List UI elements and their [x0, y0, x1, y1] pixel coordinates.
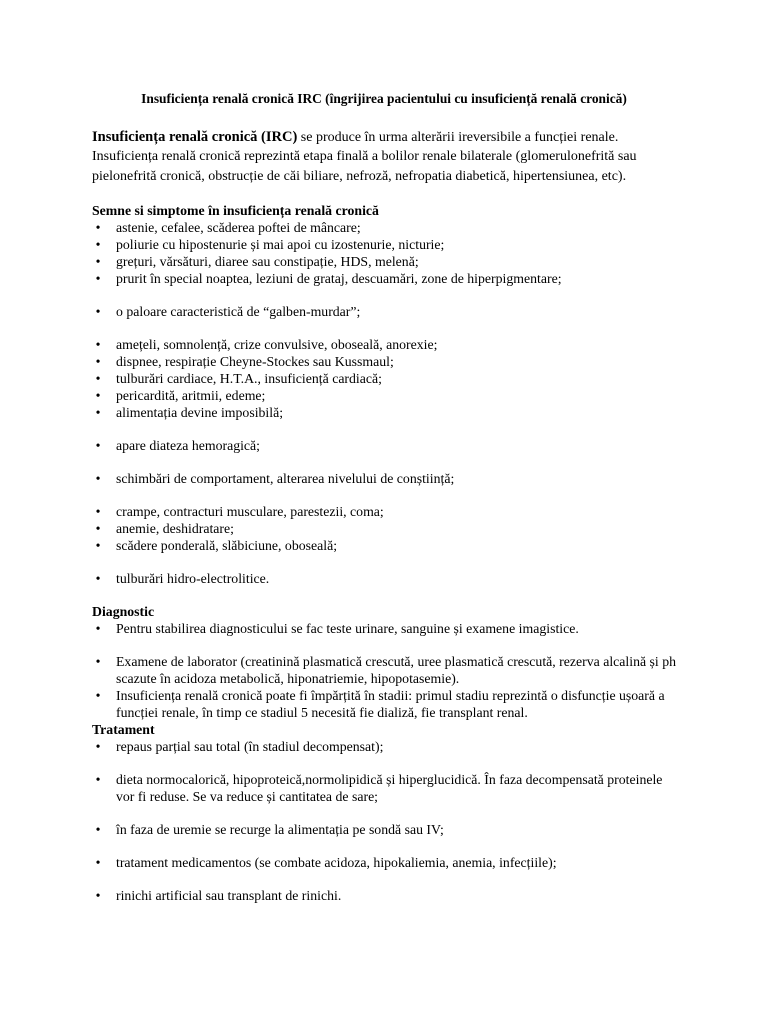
- bullet-icon: •: [95, 304, 101, 320]
- bullet-icon: •: [95, 254, 101, 270]
- treatment-heading: Tratament: [92, 722, 155, 738]
- bullet-icon: •: [95, 405, 101, 421]
- list-item: • tulburări hidro-electrolitice.: [92, 570, 676, 587]
- bullet-icon: •: [95, 654, 101, 670]
- bullet-icon: •: [95, 337, 101, 353]
- bullet-icon: •: [95, 538, 101, 554]
- bullet-icon: •: [95, 521, 101, 537]
- list-item: • apare diateza hemoragică;: [92, 437, 676, 454]
- symptoms-list-2: [92, 303, 676, 320]
- bullet-icon: •: [95, 371, 101, 387]
- treatment-list-4: [92, 854, 676, 871]
- list-item: • repaus parțial sau total (în stadiul decompensat);: [92, 738, 676, 755]
- symptoms-heading: Semne si simptome în insuficiența renală cronică: [92, 203, 379, 219]
- treatment-list-1: [92, 738, 676, 755]
- intro-text: se produce în urma alterării ireversibile a funcției renale. Insuficiența renală cronică reprezintă etapa finală a bolilor renale bilaterale (glomerulonefrită sau pielonefrită cronică, obstrucție de căi biliare, nefroză, nefropatia diabetică, hipertensiunea, etc).: [92, 130, 637, 184]
- diagnostic-list-2: [92, 653, 676, 721]
- bullet-icon: •: [95, 388, 101, 404]
- list-item: • anemie, deshidratare;: [92, 520, 676, 537]
- list-item: • astenie, cefalee, scăderea poftei de mâncare;: [92, 219, 676, 236]
- symptoms-list-5: [92, 470, 676, 487]
- list-item: • grețuri, vărsături, diaree sau constipație, HDS, melenă;: [92, 253, 676, 270]
- bullet-icon: •: [95, 220, 101, 236]
- treatment-list-3: [92, 821, 676, 838]
- bullet-icon: •: [95, 504, 101, 520]
- list-item: • amețeli, somnolență, crize convulsive, oboseală, anorexie;: [92, 336, 676, 353]
- bullet-icon: •: [95, 888, 101, 904]
- list-item: • alimentația devine imposibilă;: [92, 404, 676, 421]
- bullet-icon: •: [95, 237, 101, 253]
- list-item: • pericardită, aritmii, edeme;: [92, 387, 676, 404]
- symptoms-list-1: [92, 219, 676, 287]
- bullet-icon: •: [95, 438, 101, 454]
- treatment-list-5: [92, 887, 676, 904]
- list-item: • crampe, contracturi musculare, parestezii, coma;: [92, 503, 676, 520]
- bullet-icon: •: [95, 822, 101, 838]
- bullet-icon: •: [95, 571, 101, 587]
- symptoms-list-4: [92, 437, 676, 454]
- list-item: • Insuficiența renală cronică poate fi împărțită în stadii: primul stadiu reprezintă o disfuncție ușoară a funcției renale, în timp ce stadiul 5 necesită fie dializă, fie transplant renal.: [92, 687, 676, 721]
- list-item: • tulburări cardiace, H.T.A., insuficiență cardiacă;: [92, 370, 676, 387]
- list-item: • Pentru stabilirea diagnosticului se fac teste urinare, sanguine și examene imagistice.: [92, 620, 676, 637]
- list-item: • Examene de laborator (creatinină plasmatică crescută, uree plasmatică crescută, rezerva alcalină și ph scazute în acidoza metabolică, hiponatriemie, hipopotasemie).: [92, 653, 676, 687]
- symptoms-list-6: [92, 503, 676, 554]
- bullet-icon: •: [95, 688, 101, 704]
- list-item: • o paloare caracteristică de “galben-murdar”;: [92, 303, 676, 320]
- list-item: • rinichi artificial sau transplant de rinichi.: [92, 887, 676, 904]
- bullet-icon: •: [95, 739, 101, 755]
- intro-paragraph: [92, 128, 676, 186]
- list-item: • în faza de uremie se recurge la alimentația pe sondă sau IV;: [92, 821, 676, 838]
- list-item: • poliurie cu hipostenurie și mai apoi cu izostenurie, nicturie;: [92, 236, 676, 253]
- bullet-icon: •: [95, 855, 101, 871]
- bullet-icon: •: [95, 354, 101, 370]
- list-item: • schimbări de comportament, alterarea nivelului de conștiință;: [92, 470, 676, 487]
- symptoms-list-3: [92, 336, 676, 421]
- treatment-list-2: [92, 771, 676, 805]
- bullet-icon: •: [95, 621, 101, 637]
- list-item: • dieta normocalorică, hipoproteică,normolipidică și hiperglucidică. În faza decompensată proteinele vor fi reduse. Se va reduce și cantitatea de sare;: [92, 771, 676, 805]
- symptoms-list-7: [92, 570, 676, 587]
- document-title: Insuficiența renală cronică IRC (îngrijirea pacientului cu insuficiență renală cronică): [141, 91, 627, 106]
- list-item: • dispnee, respirație Cheyne-Stockes sau Kussmaul;: [92, 353, 676, 370]
- diagnostic-list-1: [92, 620, 676, 637]
- diagnostic-heading: Diagnostic: [92, 604, 155, 620]
- intro-lead: Insuficiența renală cronică (IRC): [92, 129, 298, 145]
- bullet-icon: •: [95, 772, 101, 788]
- bullet-icon: •: [95, 471, 101, 487]
- list-item: • tratament medicamentos (se combate acidoza, hipokaliemia, anemia, infecțiile);: [92, 854, 676, 871]
- list-item: • scădere ponderală, slăbiciune, oboseală;: [92, 537, 676, 554]
- list-item: • prurit în special noaptea, leziuni de grataj, descuamări, zone de hiperpigmentare;: [92, 270, 676, 287]
- bullet-icon: •: [95, 271, 101, 287]
